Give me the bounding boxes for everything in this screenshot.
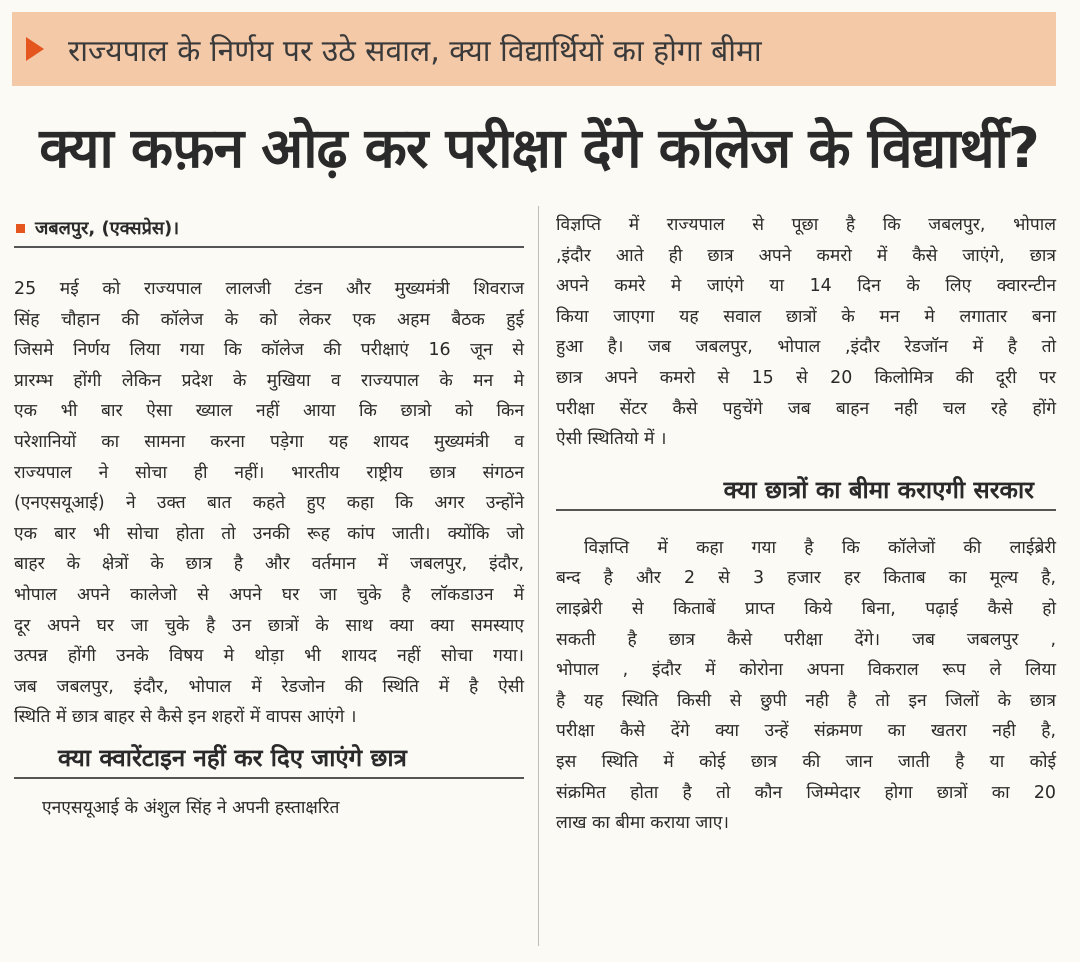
right-subhead: क्या छात्रों का बीमा कराएगी सरकार bbox=[556, 469, 1056, 511]
column-divider bbox=[538, 206, 539, 946]
body-line: प्रारम्भ होंगी लेकिन प्रदेश के मुखिया व राज्यपाल के मन मे bbox=[14, 370, 524, 391]
body-line: छात्र अपने कमरो से 15 से 20 किलोमित्र की दूरी पर bbox=[556, 367, 1056, 388]
body-line: बन्द है और 2 से 3 हजार हर किताब का मूल्य है, bbox=[556, 568, 1056, 589]
body-line: एक भी बार ऐसा ख्याल नहीं आया कि छात्रो को किन bbox=[14, 401, 524, 422]
body-line: राज्यपाल ने सोचा ही नहीं। भारतीय राष्ट्रीय छात्र संगठन bbox=[14, 462, 524, 483]
body-line: ,इंदौर आते ही छात्र अपने कमरो में कैसे जाएंगे, छात्र bbox=[556, 245, 1056, 266]
right-column bbox=[556, 210, 1056, 839]
right-body-2 bbox=[556, 533, 1056, 839]
body-line: संक्रमित होता है तो कौन जिम्मेदार होगा छात्रों का 20 bbox=[556, 782, 1056, 803]
dateline-text: जबलपुर, (एक्सप्रेस)। bbox=[35, 218, 180, 239]
kicker-text: राज्यपाल के निर्णय पर उठे सवाल, क्या विद्यार्थियों का होगा बीमा bbox=[68, 33, 762, 69]
body-line: ऐसी स्थितियो में । bbox=[556, 429, 667, 450]
body-line: भोपाल , इंदौर में कोरोना अपना विकराल रूप ले लिया bbox=[556, 660, 1056, 681]
body-line: सिंह चौहान की कॉलेज के को लेकर एक अहम बैठक हुई bbox=[14, 309, 524, 330]
body-line: परीक्षा सेंटर कैसे पहुचेंगे जब बाहन नही चल रहे होंगे bbox=[556, 398, 1056, 419]
body-line: किया जाएगा यह सवाल छात्रों के मन मे लगातार बना bbox=[556, 306, 1056, 327]
left-body bbox=[14, 274, 524, 733]
body-line: अपने कमरे मे जाएंगे या 14 दिन के लिए क्वारन्टीन bbox=[556, 276, 1056, 297]
body-line: लाख का बीमा कराया जाए। bbox=[556, 813, 730, 834]
body-line: स्थिति में छात्र बाहर से कैसे इन शहरों में वापस आएंगे । bbox=[14, 707, 357, 728]
body-line: 25 मई को राज्यपाल लालजी टंडन और मुख्यमंत्री शिवराज bbox=[14, 279, 524, 299]
body-line: परेशानियों का सामना करना पड़ेगा यह शायद मुख्यमंत्री व bbox=[14, 431, 524, 452]
body-line: सकती है छात्र कैसे परीक्षा देंगे। जब जबलपुर , bbox=[556, 629, 1056, 650]
headline: क्या कफ़न ओढ़ कर परीक्षा देंगे कॉलेज के विद्यार्थी? bbox=[39, 115, 1039, 180]
left-subhead: क्या क्वारेंटाइन नहीं कर दिए जाएंगे छात्र bbox=[14, 737, 524, 779]
body-line: एनएसयूआई के अंशुल सिंह ने अपनी हस्ताक्षरित bbox=[42, 797, 340, 818]
right-body bbox=[556, 210, 1056, 455]
body-line: जिसमे निर्णय लिया गया कि कॉलेज की परीक्षाएं 16 जून से bbox=[14, 340, 524, 361]
play-arrow-icon bbox=[26, 37, 44, 61]
dateline bbox=[14, 210, 524, 248]
left-column bbox=[14, 210, 524, 824]
body-line: उत्पन्न होंगी उनके विषय मे थोड़ा भी शायद नहीं सोचा गया। bbox=[14, 646, 524, 667]
kicker-band bbox=[12, 12, 1056, 86]
body-line: जब जबलपुर, इंदौर, भोपाल में रेडजोन की स्थिति में है ऐसी bbox=[14, 676, 524, 697]
left-tail bbox=[14, 793, 524, 824]
body-line: बाहर के क्षेत्रों के छात्र है और वर्तमान में जबलपुर, इंदौर, bbox=[14, 554, 524, 575]
body-line: विज्ञप्ति में राज्यपाल से पूछा है कि जबलपुर, भोपाल bbox=[556, 215, 1056, 235]
body-line: दूर अपने घर जा चुके है उन छात्रों के साथ क्या क्या समस्याए bbox=[14, 615, 524, 636]
body-line: (एनएसयूआई) ने उक्त बात कहते हुए कहा कि अगर उन्होंने bbox=[14, 493, 524, 514]
body-line: विज्ञप्ति में कहा गया है कि कॉलेजों की लाईब्रेरी bbox=[584, 537, 1056, 558]
body-line: एक बार भी सोचा होता तो उनकी रूह कांप जाती। क्योंकि जो bbox=[14, 523, 524, 544]
body-line: है यह स्थिति किसी से छुपी नही है तो इन जिलों के छात्र bbox=[556, 690, 1056, 711]
body-line: लाइब्रेरी से किताबें प्राप्त किये बिना, पढ़ाई कैसे हो bbox=[556, 598, 1056, 619]
body-line: भोपाल अपने कालेजो से अपने घर जा चुके है लॉकडाउन में bbox=[14, 584, 524, 605]
body-line: इस स्थिति में कोई छात्र की जान जाती है या कोई bbox=[556, 751, 1056, 772]
square-bullet-icon bbox=[16, 224, 25, 233]
body-line: परीक्षा कैसे देंगे क्या उन्हें संक्रमण का खतरा नही है, bbox=[556, 721, 1056, 742]
body-line: हुआ है। जब जबलपुर, भोपाल ,इंदौर रेडजॉन में है तो bbox=[556, 337, 1056, 358]
